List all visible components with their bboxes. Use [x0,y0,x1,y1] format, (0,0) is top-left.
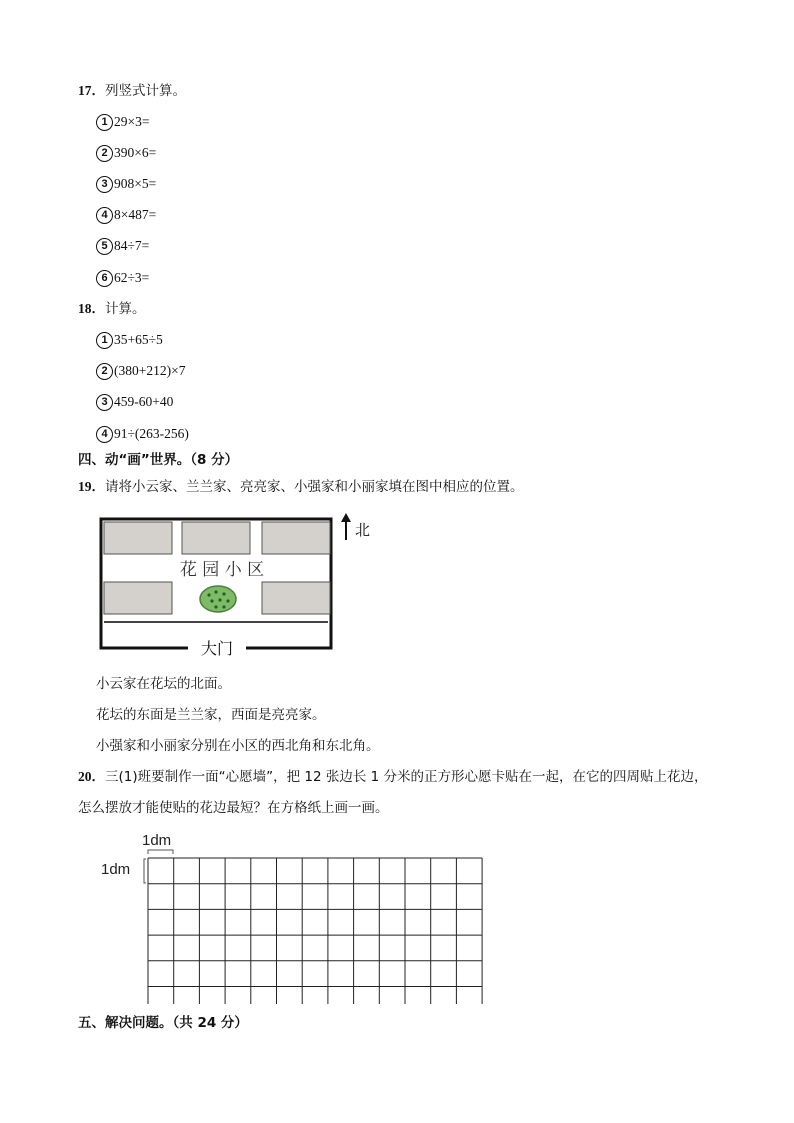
q20-text-line2: 怎么摆放才能使贴的花边最短？在方格纸上画一画。 [78,800,389,816]
north-arrow-icon [341,513,351,540]
q17-expr-3: 908×5= [114,176,157,191]
q18-title [78,300,146,318]
circled-number-3: 3 [96,176,113,193]
q17-item-2 [96,144,156,162]
circled-number-1: 1 [96,332,113,349]
q18-expr-3: 459-60+40 [114,394,174,409]
gate-label: 大门 [200,639,234,658]
circled-number-4: 4 [96,207,113,224]
q19-clue-3: 小强家和小丽家分别在小区的西北角和东北角。 [96,738,380,754]
section-heading-4: 四、动“画”世界。（8 分） [78,452,239,468]
grid-lines [148,858,482,1004]
q18-item-4 [96,425,189,443]
q17-item-4 [96,206,156,224]
section-heading-5: 五、解决问题。（共 24 分） [78,1015,248,1031]
grid-top-label: 1dm [142,832,172,849]
q20-text-line1 [78,768,708,786]
circled-number-2: 2 [96,363,113,380]
q18-item-3 [96,393,173,411]
left-label-bracket [144,859,146,883]
q17-expr-5: 84÷7= [114,238,150,253]
q19-clue-2: 花坛的东面是兰兰家，西面是亮亮家。 [96,707,326,723]
community-label: 花 园 小 区 [179,560,265,580]
q18-expr-4: 91÷(263-256) [114,426,189,441]
grid-left-label: 1dm [101,861,131,878]
q20-number: 20． [78,769,105,784]
q17-title-text: 列竖式计算。 [105,83,186,99]
q17-expr-4: 8×487= [114,207,157,222]
q17-expr-1: 29×3= [114,114,150,129]
circled-number-5: 5 [96,238,113,255]
square-grid-paper [96,828,488,1004]
q17-item-1 [96,113,149,131]
circled-number-6: 6 [96,270,113,287]
q18-expr-2: (380+212)×7 [114,363,186,378]
q18-item-1 [96,331,163,349]
q17-item-3 [96,175,156,193]
q17-number: 17． [78,83,105,98]
north-label: 北 [355,521,371,539]
q18-title-text: 计算。 [105,301,146,317]
q17-title [78,82,186,100]
circled-number-4: 4 [96,426,113,443]
house-northwest [104,522,172,554]
circled-number-3: 3 [96,394,113,411]
circled-number-1: 1 [96,114,113,131]
q17-expr-6: 62÷3= [114,270,150,285]
house-northeast [262,522,330,554]
q18-item-2 [96,362,185,380]
house-east [262,582,330,614]
q17-item-5 [96,237,149,255]
circled-number-2: 2 [96,145,113,162]
top-label-bracket [148,850,173,854]
house-west [104,582,172,614]
q18-expr-1: 35+65÷5 [114,332,163,347]
q19-clue-1: 小云家在花坛的北面。 [96,676,231,692]
q17-item-6 [96,269,149,287]
flower-bed [200,586,236,612]
q20-text: 三(1)班要制作一面“心愿墙”，把 12 张边长 1 分米的正方形心愿卡贴在一起，在它的四周贴上花边， [105,769,708,785]
community-map [90,508,390,658]
q17-expr-2: 390×6= [114,145,157,160]
q19-title [78,478,524,496]
q19-title-text: 请将小云家、兰兰家、亮亮家、小强家和小丽家填在图中相应的位置。 [105,479,524,495]
q19-number: 19． [78,479,105,494]
house-north [182,522,250,554]
q18-number: 18． [78,301,105,316]
